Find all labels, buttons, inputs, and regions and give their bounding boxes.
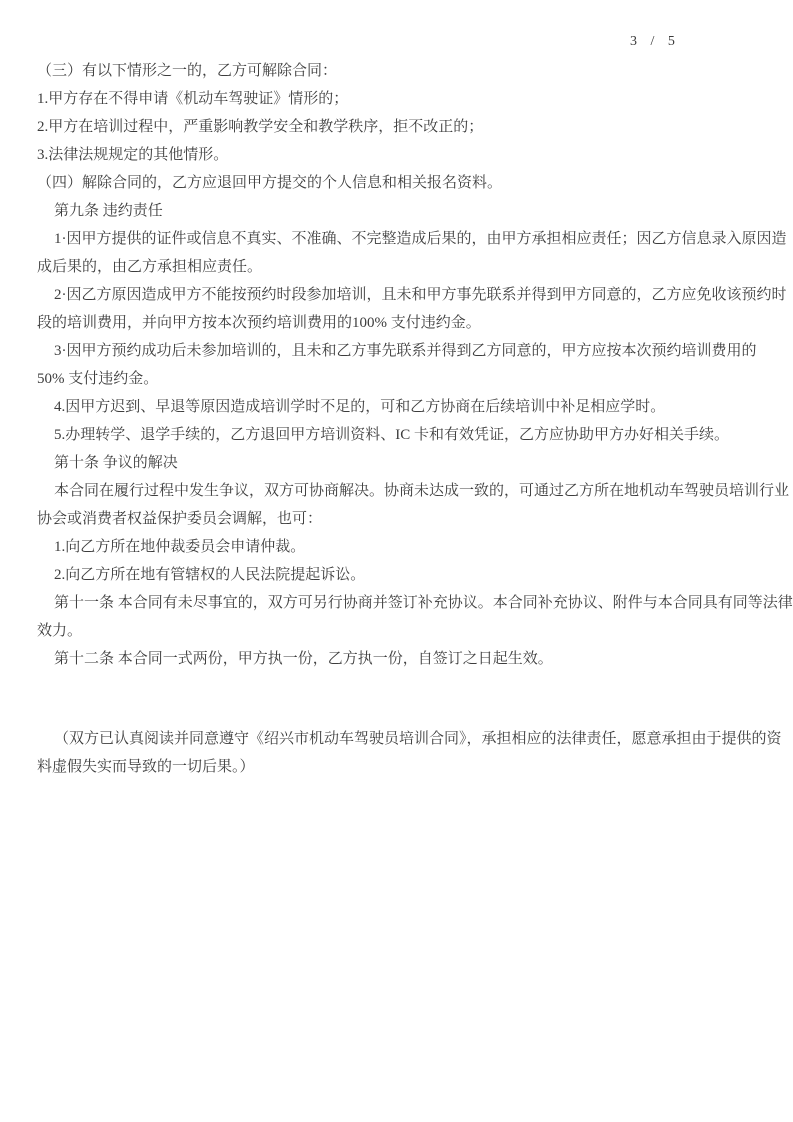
clause-line: 3·因甲方预约成功后未参加培训的，且未和乙方事先联系并得到乙方同意的，甲方应按本次预约培训费用的 — [54, 343, 757, 359]
document-body — [37, 57, 793, 781]
clause-line: 2.甲方在培训过程中，严重影响教学安全和教学秩序，拒不改正的； — [37, 119, 484, 135]
article-heading-line: 第十条 争议的解决 — [54, 455, 178, 471]
clause-continuation-line: 成后果的，由乙方承担相应责任。 — [37, 259, 263, 275]
clause-line: 3.法律法规规定的其他情形。 — [37, 147, 229, 163]
page-number-total: 5 — [667, 34, 676, 49]
clause-line: 本合同在履行过程中发生争议，双方可协商解决。协商未达成一致的，可通过乙方所在地机动车驾驶员培训行业 — [54, 483, 790, 499]
clause-line: 1.甲方存在不得申请《机动车驾驶证》情形的； — [37, 91, 349, 107]
clause-continuation-line: 效力。 — [37, 623, 83, 639]
clause-line: 2.向乙方所在地有管辖权的人民法院提起诉讼。 — [54, 567, 366, 583]
clause-line: 4.因甲方迟到、早退等原因造成培训学时不足的，可和乙方协商在后续培训中补足相应学时。 — [54, 399, 666, 415]
page-number — [630, 34, 675, 50]
clause-line: 5.办理转学、退学手续的，乙方退回甲方培训资料、IC 卡和有效凭证，乙方应协助甲方办好相关手续。 — [54, 427, 730, 443]
clause-line: （三）有以下情形之一的，乙方可解除合同： — [37, 63, 338, 79]
clause-line: 1.向乙方所在地仲裁委员会申请仲裁。 — [54, 539, 306, 555]
clause-line: （四）解除合同的，乙方应退回甲方提交的个人信息和相关报名资料。 — [37, 175, 503, 191]
article-heading-line: 第十一条 本合同有未尽事宜的，双方可另行协商并签订补充协议。本合同补充协议、附件与本合同具有同等法律 — [54, 595, 793, 611]
clause-continuation-line: 段的培训费用，并向甲方按本次预约培训费用的100% 支付违约金。 — [37, 315, 481, 331]
clause-continuation-line: 协会或消费者权益保护委员会调解，也可： — [37, 511, 323, 527]
closing-statement-line: （双方已认真阅读并同意遵守《绍兴市机动车驾驶员培训合同》，承担相应的法律责任，愿意承担由于提供的资 — [54, 731, 782, 747]
clause-line: 2·因乙方原因造成甲方不能按预约时段参加培训，且未和甲方事先联系并得到甲方同意的，乙方应免收该预约时 — [54, 287, 787, 303]
article-heading-line: 第十二条 本合同一式两份，甲方执一份，乙方执一份，自签订之日起生效。 — [54, 651, 553, 667]
page-number-separator: / — [650, 34, 655, 49]
closing-statement-continuation-line: 料虚假失实而导致的一切后果。） — [37, 759, 255, 775]
page-number-current: 3 — [630, 34, 638, 49]
clause-line: 1·因甲方提供的证件或信息不真实、不准确、不完整造成后果的，由甲方承担相应责任；因乙方信息录入原因造 — [54, 231, 787, 247]
clause-continuation-line: 50% 支付违约金。 — [37, 371, 159, 387]
article-heading-line: 第九条 违约责任 — [54, 203, 163, 219]
